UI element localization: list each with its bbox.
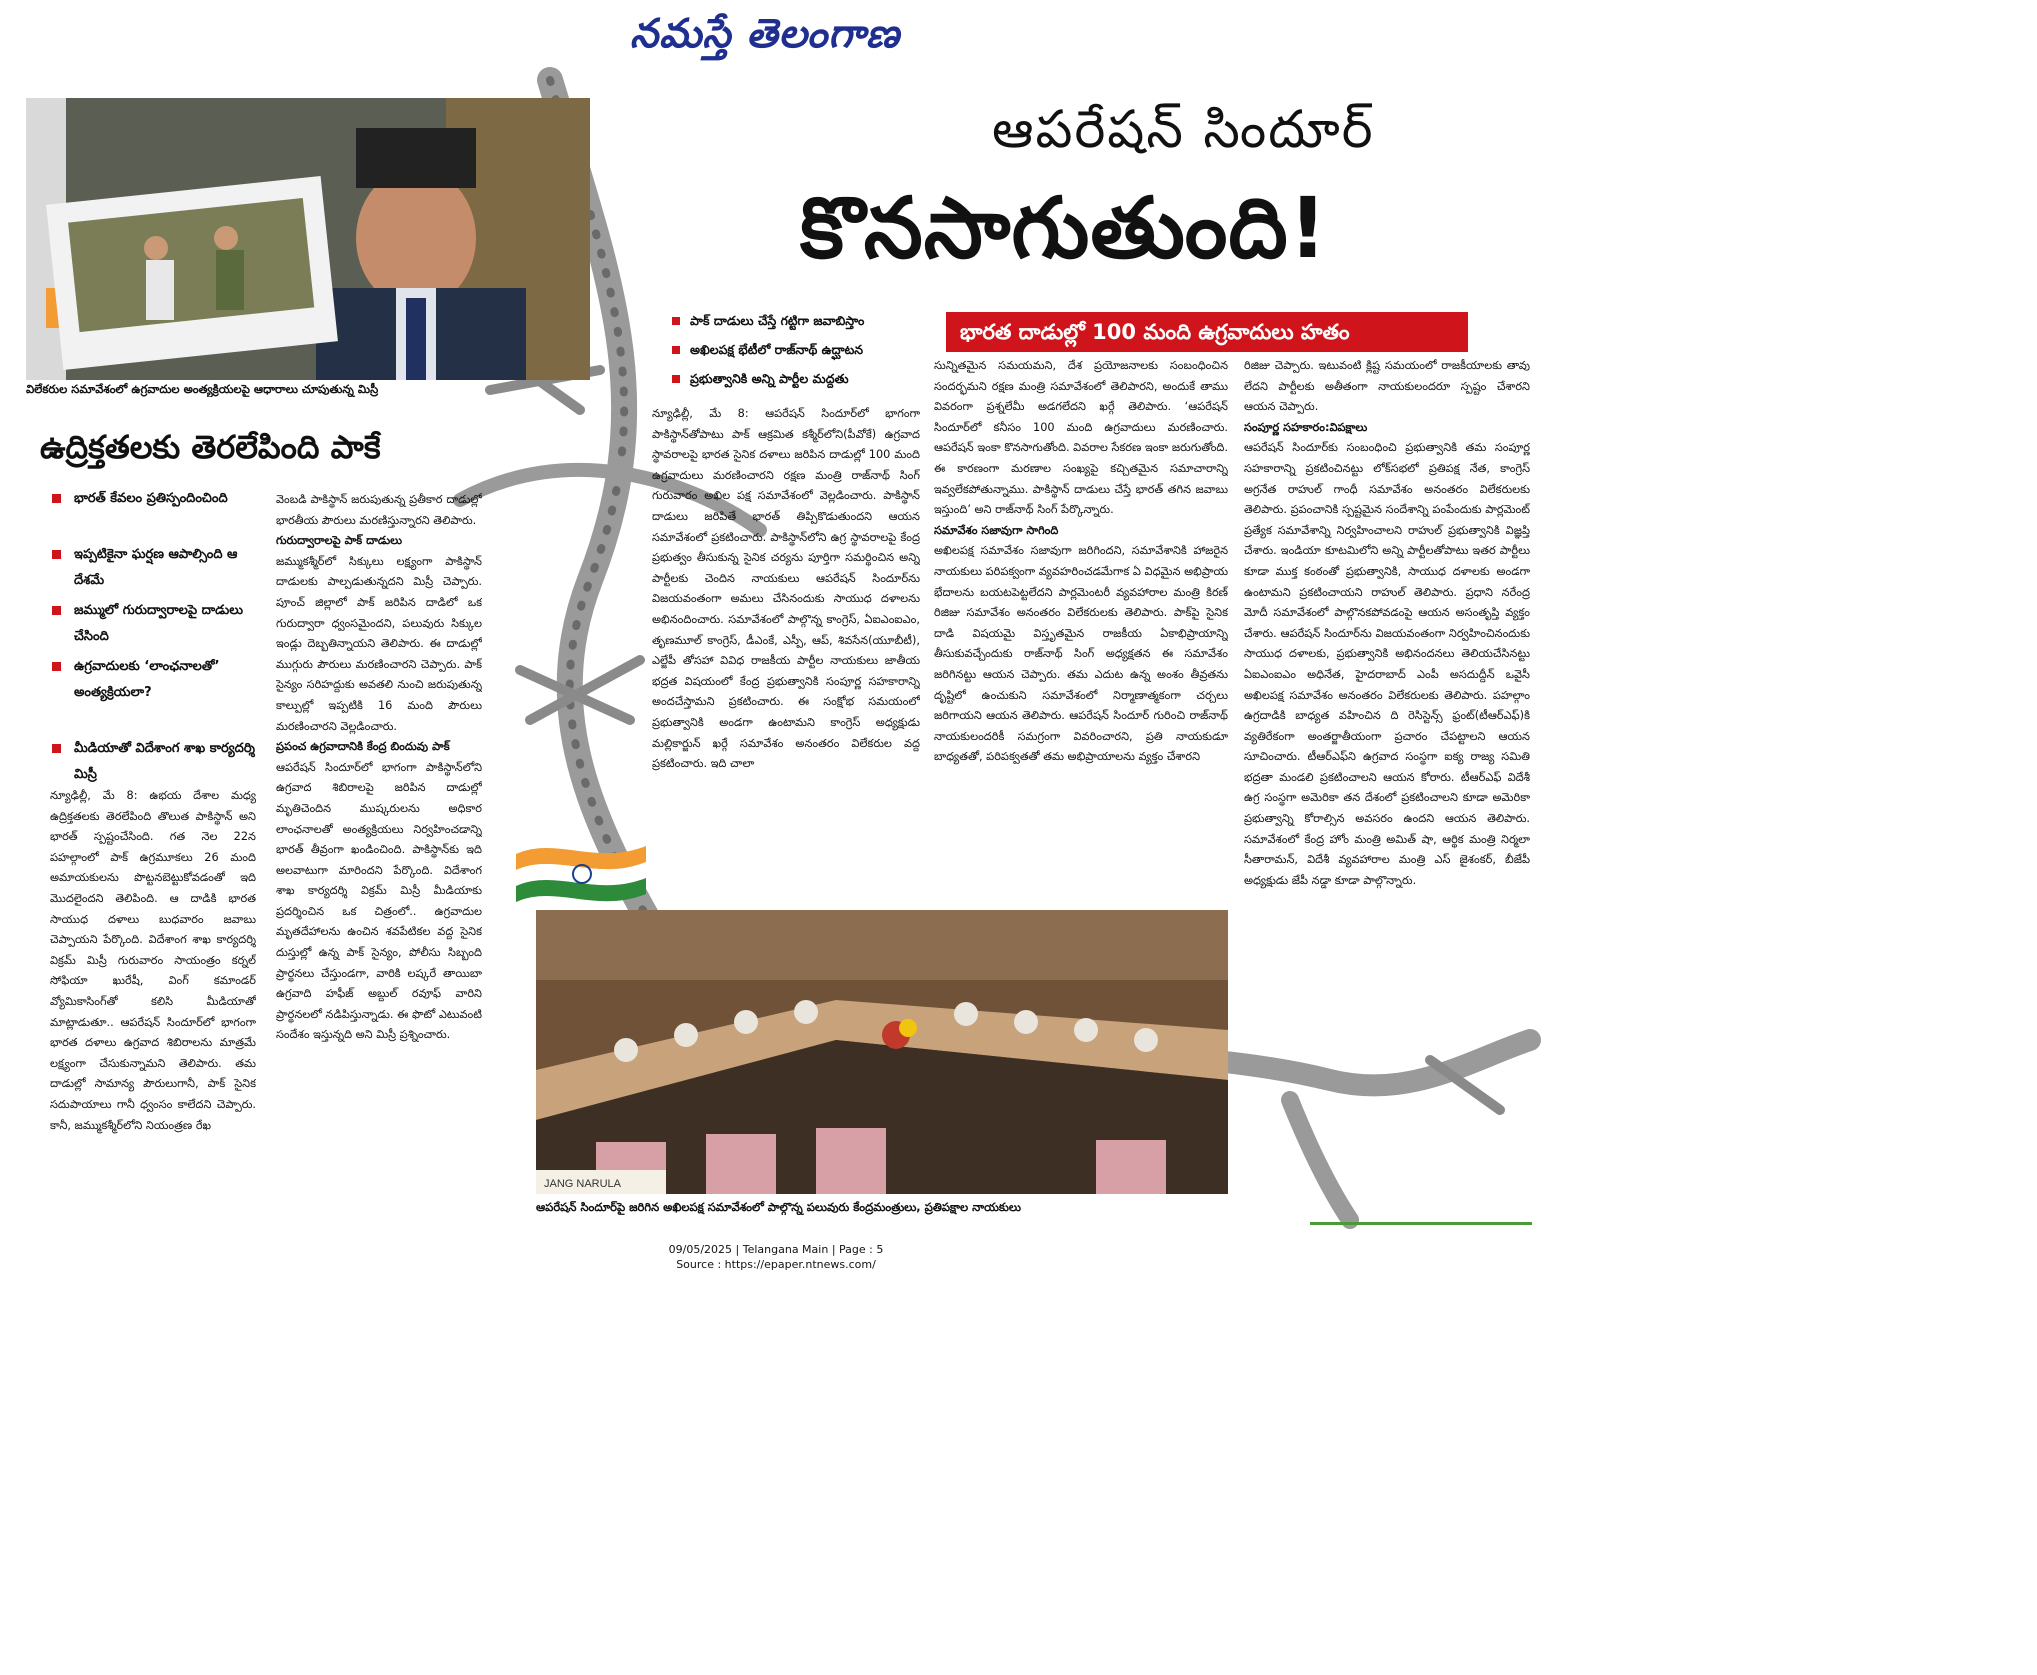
- paragraph: సున్నితమైన సమయమని, దేశ ప్రయోజనాలకు సంబంధించిన సందర్భమని రక్షణ మంత్రి సమావేశంలో తెలిపారని, అందుకే తాము వివరంగా ప్రశ్నలేమీ అడగలేదని ఖర్గే తెలిపారు. ‘ఆపరేషన్‌ సిందూర్‌లో కనీసం 100 మంది ఉగ్రవాదులు మరణించారు. ఆపరేషన్‌ ఇంకా కొనసాగుతోంది. వివరాల సేకరణ ఇంకా జరుగుతోంది. ఈ కారణంగా మరణాల సంఖ్యపై కచ్చితమైన సమాచారాన్ని ఇవ్వలేకపోతున్నాము. పాకిస్థాన్‌ దాడులు చేస్తే భారత్‌ తగిన జవాబు ఇస్తుంది’ అని రాజ్‌నాథ్‌ సింగ్‌ పేర్కొన్నారు.: [934, 359, 1228, 517]
- main-story-column-3: [652, 404, 920, 900]
- meeting-illustration: [536, 910, 1228, 1194]
- press-conference-illustration: [26, 98, 590, 380]
- bullet-item: ఇప్పటికైనా ఘర్షణ ఆపాల్సింది ఆ దేశమే: [50, 542, 260, 598]
- green-divider: [1310, 1222, 1532, 1225]
- bullet-item: మీడియాతో విదేశాంగ శాఖ కార్యదర్శి మిస్రీ: [50, 736, 260, 792]
- subheading: గురుద్వారాలపై పాక్‌ దాడులు: [276, 534, 403, 548]
- main-headline-line1: ఆపరేషన్‌ సిందూర్‌: [992, 100, 1375, 160]
- paragraph: న్యూఢిల్లీ, మే 8: ఆపరేషన్‌ సిందూర్‌లో భాగంగా పాకిస్థాన్‌తోపాటు పాక్‌ ఆక్రమిత కశ్మీర్‌లోని(పీవోకే) ఉగ్రవాద స్థావరాలపై భారత సైనిక దళాలు జరిపిన దాడుల్లో 100 మంది ఉగ్రవాదులు మరణించారని రక్షణ మంత్రి రాజ్‌నాథ్‌ సింగ్‌ గురువారం అఖిల పక్ష సమావేశంలో వెల్లడించారు. పాకిస్థాన్‌ దాడులు జరిపితే భారత్‌ తిప్పికొడుతుందని ఆయన సమావేశంలో ప్రకటించారు. పాకిస్థాన్‌లోని ఉగ్ర స్థావరాలపై కేంద్ర ప్రభుత్వం తీసుకున్న సైనిక చర్యను పూర్తిగా సమర్థించిన అన్ని పార్టీలకు చెందిన నాయకులు ఆపరేషన్‌ సిందూర్‌ను విజయవంతంగా అమలు చేసినందుకు సాయుధ దళాలను అభినందించారు. సమావేశంలో పాల్గొన్న కాంగ్రెస్‌, ఏఐఎంఐఎం, తృణమూల్‌ కాంగ్రెస్‌, డీఎంకే, ఎస్పీ, ఆప్‌, శివసేన(యూబీటీ), ఎల్జేపీ తోసహా వివిధ రాజకీయ పార్టీల నాయకులు జాతీయ భద్రత విషయంలో కేంద్ర ప్రభుత్వానికి సంపూర్ణ సహకారాన్ని అందచేస్తామని ప్రకటించారు. ఈ సంక్షోభ సమయంలో ప్రభుత్వానికి అండగా ఉంటామని కాంగ్రెస్‌ అధ్యక్షుడు మల్లికార్జున్‌ ఖర్గే సమావేశం అనంతరం విలేకరుల వద్ద ప్రకటించారు. ఇది చాలా: [652, 407, 920, 771]
- point-item: ప్రభుత్వానికి అన్ని పార్టీల మద్దతు: [672, 364, 942, 393]
- side-story-bullets: [50, 486, 260, 792]
- side-story-headline: ఉద్రిక్తతలకు తెరలేపింది పాకే: [40, 428, 381, 466]
- photo-top-caption: విలేకరుల సమావేశంలో ఉగ్రవాదుల అంత్యక్రియలపై ఆధారాలు చూపుతున్న మిస్రీ: [26, 382, 379, 396]
- point-item: పాక్‌ దాడులు చేస్తే గట్టిగా జవాబిస్తాం: [672, 306, 942, 335]
- bullet-item: భారత్‌ కేవలం ప్రతిస్పందించింది: [50, 486, 260, 542]
- paragraph: న్యూఢిల్లీ, మే 8: ఉభయ దేశాల మధ్య ఉద్రిక్తతలకు తెరలేపింది తొలుత పాకిస్థాన్‌ అని భారత్‌ స్పష్టంచేసింది. గత నెల 22న పహల్గాంలో పాక్‌ ఉగ్రమూకలు 26 మంది అమాయకులను పొట్టనబెట్టుకోవడంతో ఇది మొదలైందని తెలిపింది. ఆ దాడికి భారత సాయుధ దళాలు బుధవారం జవాబు చెప్పాయని పేర్కొంది. విదేశాంగ శాఖ కార్యదర్శి విక్రమ్‌ మిస్రీ గురువారం సాయంత్రం కర్నల్‌ సోఫియా ఖురేషీ, వింగ్‌ కమాండర్‌ వ్యోమికాసింగ్‌తో కలిసి మీడియాతో మాట్లాడుతూ.. ఆపరేషన్‌ సిందూర్‌లో భాగంగా భారత దళాలు ఉగ్రవాద శిబిరాలను మాత్రమే లక్ష్యంగా చేసుకున్నామని తెలిపారు. తమ దాడుల్లో సామాన్య పౌరులుగానీ, పాక్‌ సైనిక సదుపాయాలు గానీ ధ్వంసం కాలేదని చెప్పారు. కానీ, జమ్ముకశ్మీర్‌లోని నియంత్రణ రేఖ: [50, 789, 256, 1132]
- photo-all-party-meeting: [536, 910, 1228, 1194]
- indian-flag-graphic: [516, 836, 646, 906]
- main-headline-line2: కొనసాగుతుంది!: [800, 179, 1328, 277]
- point-item: అఖిలపక్ష భేటీలో రాజ్‌నాథ్‌ ఉద్ఘాటన: [672, 335, 942, 364]
- paragraph: జమ్ముకశ్మీర్‌లో సిక్కులు లక్ష్యంగా పాకిస్థాన్‌ దాడులకు పాల్పడుతున్నదని మిస్రీ చెప్పారు. పూంచ్‌ జిల్లాలో పాక్‌ జరిపిన దాడిలో ఒక గురుద్వారా ధ్వంసమైందని, పలువురు సిక్కుల ఇండ్లు దెబ్బతిన్నాయని తెలిపారు. ఈ దాడుల్లో ముగ్గురు పౌరులు మరణించారని చెప్పారు. పాక్‌ సైన్యం సరిహద్దుకు అవతలి నుంచి జరుపుతున్న కాల్పుల్లో ఇప్పటికి 16 మంది పౌరులు మరణించారని వెల్లడించారు.: [276, 554, 482, 733]
- main-subhead-banner: భారత దాడుల్లో 100 మంది ఉగ్రవాదులు హతం: [946, 312, 1468, 352]
- photo-misri-press-conference: [26, 98, 590, 380]
- nameplate-text: JANG NARULA: [544, 1178, 622, 1190]
- subheading: సంపూర్ణ సహకారం:విపక్షాలు: [1244, 420, 1368, 434]
- paragraph: ఆపరేషన్‌ సిందూర్‌లో భాగంగా పాకిస్థాన్‌లోని ఉగ్రవాద శిబిరాలపై జరిపిన దాడుల్లో మృతిచెందిన ముష్కరులను అధికార లాంఛనాలతో అంత్యక్రియలు నిర్వహించడాన్ని భారత్‌ తీవ్రంగా ఖండించింది. పాకిస్థాన్‌కు ఇది అలవాటుగా మారిందని పేర్కొంది. విదేశాంగ శాఖ కార్యదర్శి విక్రమ్‌ మిస్రీ మీడియాకు ప్రదర్శించిన ఒక చిత్రంలో.. ఉగ్రవాదుల మృతదేహాలను ఉంచిన శవపేటికల వద్ద సైనిక దుస్తుల్లో ఉన్న పాక్‌ సైన్యం, పోలీసు సిబ్బంది ప్రార్థనలు చేస్తుండగా, వారికి లష్కరే తాయిబా ఉగ్రవాది హఫీజ్‌ అబ్దుల్‌ రవూఫ్‌ వారిని ప్రార్థనలలో నడిపిస్తున్నాడు. ఈ ఫొటో ఎటువంటి సందేశం ఇస్తున్నది అని మిస్రీ ప్రశ్నించారు.: [276, 760, 482, 1042]
- photo-bottom-caption: ఆపరేషన్‌ సిందూర్‌పై జరిగిన అఖిలపక్ష సమావేశంలో పాల్గొన్న పలువురు కేంద్రమంత్రులు, ప్రతిపక్షాల నాయకులు: [536, 1200, 1021, 1214]
- masthead-logo: నమస్తే తెలంగాణ: [630, 10, 901, 57]
- paragraph: అఖిలపక్ష సమావేశం సజావుగా జరిగిందని, సమావేశానికి హాజరైన నాయకులు పరిపక్వంగా వ్యవహరించడమేగాక ఏ విధమైన అభిప్రాయ భేదాలను బయటపెట్టలేదని పార్లమెంటరీ వ్యవహారాల మంత్రి కిరణ్‌ రిజిజు సమావేశం అనంతరం విలేకరులకు తెలిపారు. పాక్‌పై సైనిక దాడి విషయమై విస్తృతమైన రాజకీయ ఏకాభిప్రాయాన్ని తీసుకువచ్చేందుకు రాజ్‌నాథ్‌ సింగ్‌ అధ్యక్షతన ఈ సమావేశం జరిగినట్టు ఆయన చెప్పారు. తమ ఎదుట ఉన్న అంశం తీవ్రతను దృష్టిలో ఉంచుకుని సమావేశంలో నిర్మాణాత్మకంగా చర్చలు జరిగాయని ఆయన తెలిపారు. ఆపరేషన్‌ సిందూర్‌ గురించి రాజ్‌నాథ్‌ నాయకులందరికీ సమగ్రంగా వివరించారని, ప్రతి నాయకుడూ బాధ్యతతో, పరిపక్వతతో తమ అభిప్రాయాలను వ్యక్తం చేశారని: [934, 544, 1228, 764]
- paragraph: ఆపరేషన్‌ సిందూర్‌కు సంబంధించి ప్రభుత్వానికి తమ సంపూర్ణ సహకారాన్ని ప్రకటించినట్టు లోక్‌సభలో ప్రతిపక్ష నేత, కాంగ్రెస్‌ అగ్రనేత రాహుల్‌ గాంధీ సమావేశం అనంతరం విలేకరులకు తెలిపారు. ప్రపంచానికి స్పష్టమైన సందేశాన్ని పంపేందుకు పార్లమెంట్‌ ప్రత్యేక సమావేశాన్ని నిర్వహించాలని రాహుల్‌ ప్రభుత్వానికి విజ్ఞప్తి చేశారు. ఇండియా కూటమిలోని అన్ని పార్టీలతోపాటు ఇతర పార్టీలు కూడా ముక్త కంఠంతో ప్రభుత్వానికి, సాయుధ దళాలకు అండగా ఉంటామని ప్రకటించాయని రాహుల్‌ తెలిపారు. ప్రధాని నరేంద్ర మోదీ సమావేశంలో పాల్గొనకపోవడంపై ఆయన అసంతృప్తి వ్యక్తం చేశారు. ఆపరేషన్‌ సిందూర్‌ను విజయవంతంగా నిర్వహించినందుకు సాయుధ దళాలకు, ప్రభుత్వానికి అభినందనలు తెలియచేసినట్టు ఏఐఎంఐఎం అధినేత, హైదరాబాద్‌ ఎంపీ అసదుద్దీన్‌ ఒవైసీ అఖిలపక్ష సమావేశం అనంతరం విలేకరులకు తెలిపారు. పహల్గాం ఉగ్రదాడికి బాధ్యత వహించిన ది రెసిస్టెన్స్‌ ఫ్రంట్‌(టీఆర్‌ఎఫ్‌)కి వ్యతిరేకంగా అంతర్జాతీయంగా ప్రచారం చేపట్టాలని ఆయన సూచించారు. టీఆర్‌ఎఫ్‌ని ఉగ్రవాద సంస్థగా ఐక్య రాజ్య సమితి భద్రతా మండలి ప్రకటించాలని ఆయన కోరారు. టీఆర్‌ఎఫ్‌ విదేశీ ఉగ్ర సంస్థగా అమెరికా తన దేశంలో ప్రకటించాలని కూడా అమెరికా ప్రభుత్వాన్ని కోరాల్సిన అవసరం ఉందని ఆయన తెలిపారు. సమావేశంలో కేంద్ర హోం మంత్రి అమిత్‌ షా, ఆర్థిక మంత్రి నిర్మలా సీతారామన్‌, విదేశీ వ్యవహారాల మంత్రి ఎస్‌ జైశంకర్‌, బీజేపీ అధ్యక్షుడు జేపీ నడ్డా కూడా పాల్గొన్నారు.: [1244, 441, 1530, 887]
- paragraph: రిజిజు చెప్పారు. ఇటువంటి క్లిష్ట సమయంలో రాజకీయాలకు తావు లేదని పార్టీలకు అతీతంగా నాయకులందరూ స్పష్టం చేశారని ఆయన చెప్పారు.: [1244, 359, 1530, 414]
- bullet-item: జమ్ములో గురుద్వారాలపై దాడులు చేసింది: [50, 598, 260, 654]
- main-story-points: [672, 306, 942, 393]
- main-story-column-4: [934, 356, 1228, 900]
- side-story-column-2: [276, 490, 482, 1216]
- bullet-item: ఉగ్రవాదులకు ‘లాంఛనాలతో’ అంత్యక్రియలా?: [50, 654, 260, 736]
- subheading: సమావేశం సజావుగా సాగింది: [934, 523, 1059, 537]
- footer: [576, 1242, 976, 1272]
- footer-date-page: 09/05/2025 | Telangana Main | Page : 5: [668, 1243, 884, 1256]
- footer-source: Source : https://epaper.ntnews.com/: [676, 1258, 876, 1271]
- subheading: ప్రపంచ ఉగ్రవాదానికి కేంద్ర బిందువు పాక్‌: [276, 740, 450, 754]
- main-story-column-5: [1244, 356, 1530, 1046]
- paragraph: వెంబడి పాకిస్థాన్‌ జరుపుతున్న ప్రతీకార దాడుల్లో భారతీయ పౌరులు మరణిస్తున్నారని తెలిపారు.: [276, 493, 482, 527]
- side-story-column-1: [50, 786, 256, 1216]
